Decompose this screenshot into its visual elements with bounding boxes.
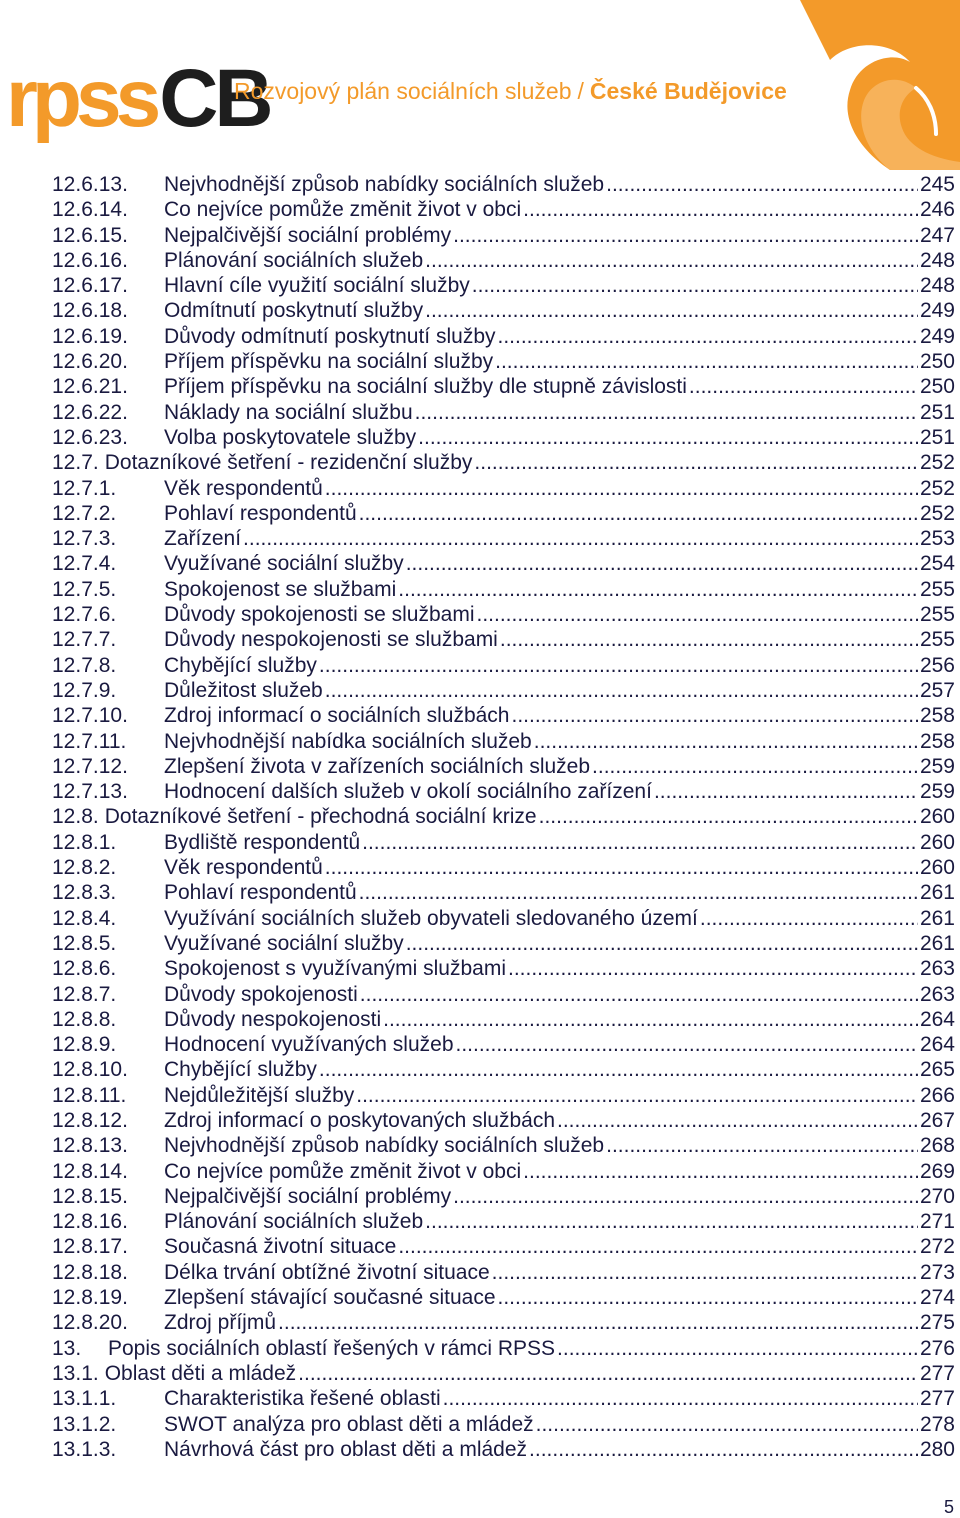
toc-entry-page: 260 <box>919 805 955 829</box>
toc-entry-title: Využívání sociálních služeb obyvateli sledovaného území <box>164 906 698 930</box>
toc-entry-title: Zařízení <box>164 527 242 551</box>
toc-entry-number: 12.7. <box>52 451 99 475</box>
toc-entry-page: 274 <box>919 1286 955 1310</box>
toc-entry-title: Nejpalčivější sociální problémy <box>164 1184 452 1208</box>
toc-entry-page: 258 <box>919 729 955 753</box>
toc-entry[interactable] <box>52 1285 955 1310</box>
toc-entry-number: 13. <box>52 1336 82 1360</box>
toc-entry-page: 273 <box>919 1260 955 1284</box>
toc-entry[interactable] <box>52 1007 955 1032</box>
toc-entry[interactable] <box>52 1386 955 1411</box>
toc-entry-title: Věk respondentů <box>164 476 323 500</box>
toc-entry[interactable] <box>52 1032 955 1057</box>
toc-entry[interactable] <box>52 1361 955 1386</box>
toc-dot-leader <box>325 855 918 880</box>
toc-entry[interactable] <box>52 830 955 855</box>
toc-entry-number: 12.6.18. <box>52 299 128 323</box>
toc-entry-number: 12.8.4. <box>52 906 117 930</box>
toc-entry-page: 261 <box>919 881 955 905</box>
toc-entry[interactable] <box>52 804 955 829</box>
toc-entry-page: 248 <box>919 248 955 272</box>
toc-entry-number: 12.7.8. <box>52 653 117 677</box>
toc-entry-number: 12.6.15. <box>52 223 128 247</box>
toc-dot-leader <box>654 779 918 804</box>
toc-entry-page: 277 <box>919 1361 955 1385</box>
toc-dot-leader <box>406 931 918 956</box>
toc-entry-title: Zlepšení stávající současné situace <box>164 1286 496 1310</box>
page-number: 5 <box>943 1497 954 1517</box>
toc-entry-title: Hodnocení využívaných služeb <box>164 1033 454 1057</box>
toc-entry-page: 266 <box>919 1083 955 1107</box>
logo-cb-text: CB <box>159 53 270 144</box>
toc-entry[interactable] <box>52 1310 955 1335</box>
toc-entry-number: 12.8.5. <box>52 931 117 955</box>
toc-dot-leader <box>418 425 918 450</box>
toc-entry[interactable] <box>52 1412 955 1437</box>
toc-entry-page: 259 <box>919 754 955 778</box>
toc-dot-leader <box>406 551 918 576</box>
toc-entry-page: 253 <box>919 527 955 551</box>
toc-dot-leader <box>523 1159 918 1184</box>
toc-entry-page: 255 <box>919 577 955 601</box>
toc-entry-title: Délka trvání obtížné životní situace <box>164 1260 490 1284</box>
toc-entry-page: 249 <box>919 299 955 323</box>
toc-dot-leader <box>415 400 918 425</box>
toc-entry-page: 277 <box>919 1387 955 1411</box>
toc-entry[interactable] <box>52 1260 955 1285</box>
toc-entry[interactable] <box>52 855 955 880</box>
toc-entry-page: 260 <box>919 856 955 880</box>
toc-entry-title: Dotazníkové šetření - rezidenční služby <box>104 451 473 475</box>
toc-entry-number: 12.6.13. <box>52 173 128 196</box>
toc-dot-leader <box>278 1310 918 1335</box>
toc-entry-title: Důvody spokojenosti se službami <box>164 603 475 627</box>
toc-entry[interactable] <box>52 1133 955 1158</box>
toc-entry-page: 249 <box>919 324 955 348</box>
toc-entry-number: 12.8.15. <box>52 1184 128 1208</box>
toc-entry-number: 12.8.11. <box>52 1083 127 1107</box>
toc-entry-page: 252 <box>919 501 955 525</box>
toc-entry-page: 264 <box>919 1007 955 1031</box>
toc-entry[interactable] <box>52 1184 955 1209</box>
toc-entry-title: Příjem příspěvku na sociální služby dle stupně závislosti <box>164 375 687 399</box>
toc-entry[interactable] <box>52 1108 955 1133</box>
toc-dot-leader <box>398 577 918 602</box>
toc-dot-leader <box>425 298 918 323</box>
toc-entry-title: Plánování sociálních služeb <box>164 1210 424 1234</box>
toc-entry[interactable] <box>52 1209 955 1234</box>
toc-entry[interactable] <box>52 1159 955 1184</box>
toc-entry-page: 272 <box>919 1235 955 1259</box>
toc-entry-title: Nejvhodnější způsob nabídky sociálních služeb <box>164 173 605 196</box>
toc-entry[interactable] <box>52 425 955 450</box>
toc-entry-title: Věk respondentů <box>164 856 323 880</box>
toc-entry-title: Hlavní cíle využití sociální služby <box>164 274 470 298</box>
toc-entry-title: Plánování sociálních služeb <box>164 248 424 272</box>
toc-entry-page: 251 <box>919 425 955 449</box>
toc-entry-title: Pohlaví respondentů <box>164 501 357 525</box>
toc-entry[interactable] <box>52 982 955 1007</box>
toc-dot-leader <box>536 1412 918 1437</box>
toc-entry[interactable] <box>52 729 955 754</box>
toc-dot-leader <box>453 1184 918 1209</box>
toc-entry-number: 12.8.19. <box>52 1286 128 1310</box>
toc-entry-title: Nejvhodnější nabídka sociálních služeb <box>164 729 532 753</box>
toc-entry[interactable] <box>52 223 955 248</box>
toc-dot-leader <box>425 1209 918 1234</box>
toc-dot-leader <box>362 830 918 855</box>
toc-entry-number: 12.8.17. <box>52 1235 128 1259</box>
toc-entry-number: 12.8.1. <box>52 830 117 854</box>
toc-entry[interactable] <box>52 476 955 501</box>
toc-entry-page: 252 <box>919 476 955 500</box>
toc-entry-page: 263 <box>919 957 955 981</box>
toc-dot-leader <box>700 906 918 931</box>
toc-entry-number: 12.6.19. <box>52 324 128 348</box>
toc-entry-title: Nejdůležitější služby <box>164 1083 355 1107</box>
toc-entry-number: 12.8.16. <box>52 1210 128 1234</box>
toc-entry-page: 246 <box>919 198 955 222</box>
toc-entry-number: 12.8.10. <box>52 1058 128 1082</box>
toc-entry-title: Využívané sociální služby <box>164 552 404 576</box>
toc-entry-number: 12.7.9. <box>52 678 117 702</box>
toc-entry-page: 250 <box>919 350 955 374</box>
toc-dot-leader <box>689 374 918 399</box>
toc-entry-page: 269 <box>919 1159 955 1183</box>
toc-dot-leader <box>425 248 918 273</box>
toc-entry-number: 12.7.6. <box>52 603 117 627</box>
toc-entry-page: 270 <box>919 1184 955 1208</box>
toc-entry-title: Pohlaví respondentů <box>164 881 357 905</box>
toc-entry[interactable] <box>52 551 955 576</box>
toc-entry-number: 12.8.6. <box>52 957 117 981</box>
toc-entry-number: 12.7.5. <box>52 577 117 601</box>
toc-entry[interactable] <box>52 450 955 475</box>
toc-dot-leader <box>456 1032 918 1057</box>
toc-entry[interactable] <box>52 298 955 323</box>
toc-dot-leader <box>498 324 918 349</box>
toc-entry-title: Návrhová část pro oblast děti a mládež <box>164 1437 528 1461</box>
toc-dot-leader <box>592 754 918 779</box>
toc-entry-page: 261 <box>919 931 955 955</box>
toc-entry[interactable] <box>52 248 955 273</box>
toc-entry-title: Hodnocení dalších služeb v okolí sociálního zařízení <box>164 780 652 804</box>
toc-entry-number: 12.7.2. <box>52 501 117 525</box>
toc-entry-number: 12.8.9. <box>52 1033 117 1057</box>
toc-entry-title: Využívané sociální služby <box>164 931 404 955</box>
toc-dot-leader <box>495 349 918 374</box>
toc-entry-title: Bydliště respondentů <box>164 830 361 854</box>
logo-rpss-text: rpss <box>6 53 156 144</box>
toc-entry-page: 261 <box>919 906 955 930</box>
toc-entry[interactable] <box>52 602 955 627</box>
toc-entry-title: Co nejvíce pomůže změnit život v obci <box>164 198 522 222</box>
toc-entry-title: Odmítnutí poskytnutí služby <box>164 299 424 323</box>
toc-entry[interactable] <box>52 906 955 931</box>
toc-entry[interactable] <box>52 577 955 602</box>
toc-entry-number: 12.8.20. <box>52 1311 128 1335</box>
toc-entry-page: 265 <box>919 1058 955 1082</box>
toc-entry-number: 13.1.2. <box>52 1412 117 1436</box>
toc-entry-title: Důvody nespokojenosti <box>164 1007 382 1031</box>
toc-entry-title: Zdroj informací o sociálních službách <box>164 704 510 728</box>
tagline-separator: / <box>577 78 584 104</box>
toc-entry-page: 275 <box>919 1311 955 1335</box>
toc-dot-leader <box>492 1260 918 1285</box>
toc-entry-page: 256 <box>919 653 955 677</box>
toc-dot-leader <box>359 501 918 526</box>
toc-entry-number: 12.8.3. <box>52 881 117 905</box>
toc-entry-page: 255 <box>919 628 955 652</box>
toc-dot-leader <box>557 1108 918 1133</box>
toc-entry-title: Důvody nespokojenosti se službami <box>164 628 498 652</box>
toc-entry-title: Oblast děti a mládež <box>104 1361 297 1385</box>
toc-entry-title: Důležitost služeb <box>164 678 323 702</box>
toc-entry-title: Spokojenost se službami <box>164 577 397 601</box>
toc-entry-title: Dotazníkové šetření - přechodná sociální krize <box>104 805 537 829</box>
toc-entry[interactable] <box>52 779 955 804</box>
toc-entry-page: 268 <box>919 1134 955 1158</box>
toc-dot-leader <box>477 602 918 627</box>
toc-dot-leader <box>539 804 918 829</box>
toc-dot-leader <box>360 982 918 1007</box>
toc-entry-title: Popis sociálních oblastí řešených v rámci RPSS <box>108 1336 556 1360</box>
toc-entry-number: 12.8.7. <box>52 982 117 1006</box>
toc-entry-page: 263 <box>919 982 955 1006</box>
header-tagline <box>234 78 787 105</box>
toc-entry-title: Charakteristika řešené oblasti <box>164 1387 441 1411</box>
toc-entry-page: 278 <box>919 1412 955 1436</box>
toc-dot-leader <box>472 273 918 298</box>
toc-dot-leader <box>325 476 918 501</box>
toc-entry-page: 254 <box>919 552 955 576</box>
toc-entry[interactable] <box>52 197 955 222</box>
toc-dot-leader <box>500 627 918 652</box>
toc-entry-number: 12.6.16. <box>52 248 128 272</box>
toc-entry-page: 258 <box>919 704 955 728</box>
toc-entry[interactable] <box>52 880 955 905</box>
toc-entry-title: Současná životní situace <box>164 1235 397 1259</box>
toc-entry-number: 12.6.14. <box>52 198 128 222</box>
toc-entry-number: 12.7.12. <box>52 754 128 778</box>
toc-entry-title: SWOT analýza pro oblast děti a mládež <box>164 1412 534 1436</box>
toc-entry[interactable] <box>52 526 955 551</box>
toc-entry-title: Náklady na sociální službu <box>164 400 413 424</box>
toc-entry-number: 12.7.7. <box>52 628 117 652</box>
toc-entry[interactable] <box>52 703 955 728</box>
toc-entry-page: 276 <box>919 1336 955 1360</box>
toc-entry-number: 12.8. <box>52 805 99 829</box>
toc-entry-title: Spokojenost s využívanými službami <box>164 957 506 981</box>
toc-dot-leader <box>325 678 918 703</box>
toc-entry-number: 12.6.23. <box>52 425 128 449</box>
toc-entry-title: Volba poskytovatele služby <box>164 425 417 449</box>
header-decoration-graphic <box>740 0 960 170</box>
toc-entry-title: Nejpalčivější sociální problémy <box>164 223 452 247</box>
toc-entry-number: 12.8.13. <box>52 1134 128 1158</box>
toc-entry[interactable] <box>52 324 955 349</box>
toc-dot-leader <box>359 880 918 905</box>
toc-entry-title: Co nejvíce pomůže změnit život v obci <box>164 1159 522 1183</box>
toc-entry[interactable] <box>52 172 955 197</box>
toc-entry-page: 247 <box>919 223 955 247</box>
toc-entry[interactable] <box>52 931 955 956</box>
toc-dot-leader <box>498 1285 918 1310</box>
toc-dot-leader <box>606 1133 918 1158</box>
toc-dot-leader <box>523 197 918 222</box>
toc-entry[interactable] <box>52 1057 955 1082</box>
toc-entry-page: 260 <box>919 830 955 854</box>
toc-entry-number: 12.6.22. <box>52 400 128 424</box>
toc-entry-title: Zdroj příjmů <box>164 1311 277 1335</box>
toc-entry-number: 12.7.3. <box>52 527 117 551</box>
toc-entry-number: 12.8.18. <box>52 1260 128 1284</box>
toc-dot-leader <box>606 172 918 197</box>
toc-entry-number: 12.6.17. <box>52 274 128 298</box>
toc-entry-number: 12.8.12. <box>52 1108 128 1132</box>
toc-entry-number: 12.8.14. <box>52 1159 128 1183</box>
toc-entry-number: 12.8.2. <box>52 856 117 880</box>
toc-entry[interactable] <box>52 349 955 374</box>
toc-dot-leader <box>534 729 918 754</box>
toc-entry-page: 255 <box>919 603 955 627</box>
toc-dot-leader <box>529 1437 918 1462</box>
tagline-plan: Rozvojový plán sociálních služeb <box>234 78 572 104</box>
toc-dot-leader <box>557 1336 918 1361</box>
toc-dot-leader <box>443 1386 918 1411</box>
toc-entry[interactable] <box>52 1336 955 1361</box>
toc-dot-leader <box>508 956 918 981</box>
toc-entry-number: 12.7.1. <box>52 476 117 500</box>
toc-entry-title: Nejvhodnější způsob nabídky sociálních služeb <box>164 1134 605 1158</box>
toc-dot-leader <box>243 526 918 551</box>
toc-entry[interactable] <box>52 501 955 526</box>
toc-entry-page: 280 <box>919 1437 955 1461</box>
toc-entry-number: 12.6.20. <box>52 350 128 374</box>
toc-entry-title: Chybějící služby <box>164 653 317 677</box>
toc-dot-leader <box>298 1361 918 1386</box>
toc-dot-leader <box>453 223 918 248</box>
toc-entry-page: 250 <box>919 375 955 399</box>
toc-entry-number: 12.7.10. <box>52 704 128 728</box>
rpsscb-logo <box>6 53 270 144</box>
toc-entry-number: 13.1.1. <box>52 1387 117 1411</box>
toc-entry[interactable] <box>52 374 955 399</box>
toc-dot-leader <box>512 703 918 728</box>
toc-entry-number: 13.1.3. <box>52 1437 117 1461</box>
toc-entry[interactable] <box>52 1234 955 1259</box>
toc-entry[interactable] <box>52 653 955 678</box>
toc-entry[interactable] <box>52 956 955 981</box>
toc-entry[interactable] <box>52 627 955 652</box>
toc-entry[interactable] <box>52 400 955 425</box>
toc-entry[interactable] <box>52 1437 955 1462</box>
toc-entry[interactable] <box>52 678 955 703</box>
table-of-contents <box>52 172 955 1462</box>
toc-entry-title: Příjem příspěvku na sociální služby <box>164 350 494 374</box>
toc-entry-page: 248 <box>919 274 955 298</box>
toc-entry-page: 264 <box>919 1033 955 1057</box>
toc-dot-leader <box>319 1057 918 1082</box>
toc-entry-number: 12.7.11. <box>52 729 127 753</box>
toc-entry-title: Zlepšení života v zařízeních sociálních služeb <box>164 754 591 778</box>
toc-dot-leader <box>474 450 918 475</box>
toc-entry-page: 267 <box>919 1108 955 1132</box>
toc-entry-page: 259 <box>919 780 955 804</box>
toc-entry-number: 12.6.21. <box>52 375 128 399</box>
toc-entry-title: Chybějící služby <box>164 1058 317 1082</box>
toc-entry[interactable] <box>52 1083 955 1108</box>
toc-entry-title: Důvody spokojenosti <box>164 982 358 1006</box>
toc-entry[interactable] <box>52 273 955 298</box>
toc-entry-title: Zdroj informací o poskytovaných službách <box>164 1108 556 1132</box>
toc-entry-number: 13.1. <box>52 1361 99 1385</box>
toc-entry-number: 12.7.13. <box>52 780 128 804</box>
toc-dot-leader <box>383 1007 918 1032</box>
toc-entry-page: 252 <box>919 451 955 475</box>
toc-entry-page: 251 <box>919 400 955 424</box>
toc-dot-leader <box>356 1083 918 1108</box>
page-header <box>0 0 960 170</box>
toc-entry-page: 245 <box>919 173 955 196</box>
tagline-city: České Budějovice <box>589 78 787 104</box>
toc-entry-number: 12.7.4. <box>52 552 117 576</box>
toc-dot-leader <box>398 1234 918 1259</box>
toc-entry-page: 257 <box>919 678 955 702</box>
toc-dot-leader <box>319 653 918 678</box>
toc-entry-number: 12.8.8. <box>52 1007 117 1031</box>
toc-entry-title: Důvody odmítnutí poskytnutí služby <box>164 324 496 348</box>
toc-entry[interactable] <box>52 754 955 779</box>
toc-entry-page: 271 <box>919 1210 955 1234</box>
